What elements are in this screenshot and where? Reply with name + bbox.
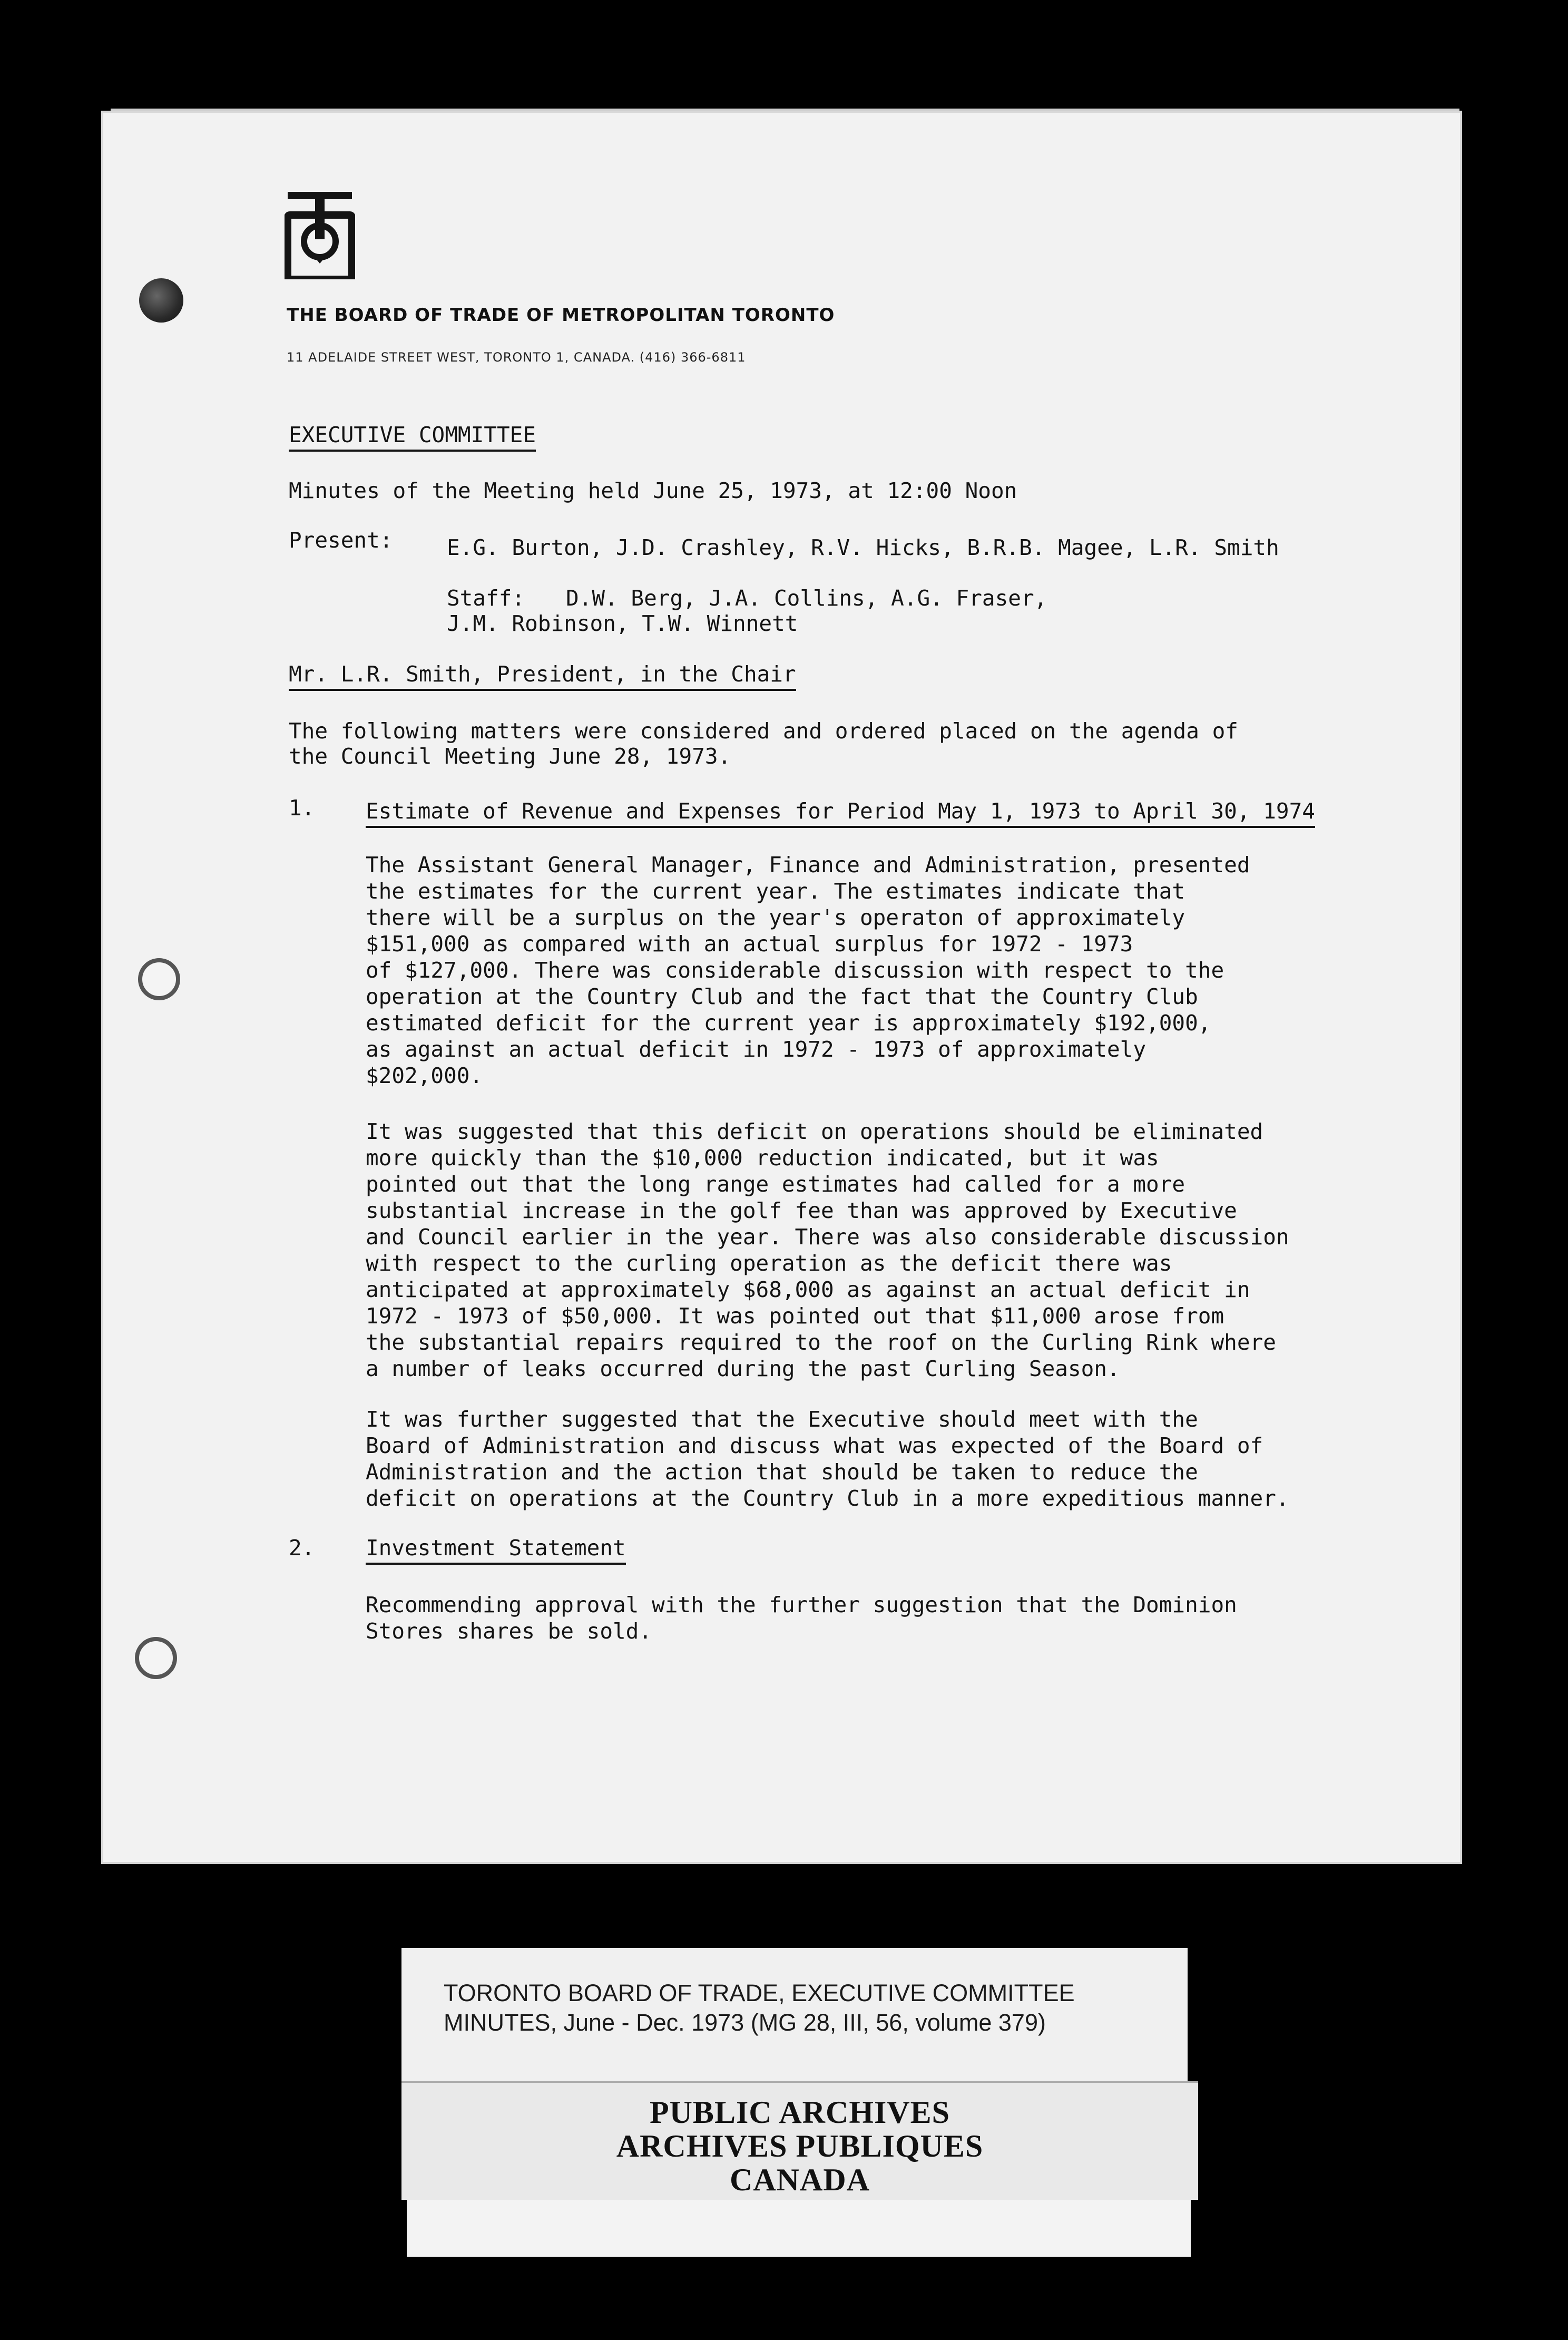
text-line: and Council earlier in the year. There was also considerable discussion xyxy=(366,1224,1289,1250)
present-label: Present: xyxy=(289,528,393,553)
text-line: a number of leaks occurred during the past Curling Season. xyxy=(366,1356,1120,1381)
text-line: It was suggested that this deficit on operations should be eliminated xyxy=(366,1119,1263,1144)
archive-label-line-1: TORONTO BOARD OF TRADE, EXECUTIVE COMMITTEE xyxy=(444,1980,1075,2006)
punch-hole xyxy=(139,278,183,323)
text-line: more quickly than the $10,000 reduction indicated, but it was xyxy=(366,1145,1159,1171)
archive-stamp-line-3: CANADA xyxy=(730,2162,870,2197)
intro-line-1: The following matters were considered and ordered placed on the agenda of xyxy=(289,718,1238,744)
item-2-paragraph-1 xyxy=(366,1592,1237,1644)
text-line: deficit on operations at the Country Club in a more expeditious manner. xyxy=(366,1486,1289,1511)
punch-hole xyxy=(135,1637,177,1679)
text-line: It was further suggested that the Executive should meet with the xyxy=(366,1407,1198,1432)
text-line: Recommending approval with the further suggestion that the Dominion xyxy=(366,1592,1237,1617)
text-line: as against an actual deficit in 1972 - 1973 of approximately xyxy=(366,1037,1146,1062)
staff-names-line-2: J.M. Robinson, T.W. Winnett xyxy=(447,611,798,636)
text-line: anticipated at approximately $68,000 as against an actual deficit in xyxy=(366,1277,1250,1302)
intro-line-2: the Council Meeting June 28, 1973. xyxy=(289,744,731,769)
text-line: there will be a surplus on the year's operaton of approximately xyxy=(366,905,1185,930)
organization-address: 11 ADELAIDE STREET WEST, TORONTO 1, CANADA. (416) 366-6811 xyxy=(287,350,746,365)
item-heading: Estimate of Revenue and Expenses for Period May 1, 1973 to April 30, 1974 xyxy=(366,798,1315,824)
archive-label-line-2: MINUTES, June - Dec. 1973 (MG 28, III, 56, volume 379) xyxy=(444,2009,1046,2036)
item-heading: Investment Statement xyxy=(366,1535,626,1561)
text-line: $202,000. xyxy=(366,1063,483,1088)
archive-stamp-line-1: PUBLIC ARCHIVES xyxy=(649,2095,950,2130)
archive-stamp-base xyxy=(407,2200,1191,2257)
staff-label: Staff: xyxy=(447,586,525,611)
text-line: substantial increase in the golf fee than was approved by Executive xyxy=(366,1198,1237,1223)
text-line: Board of Administration and discuss what was expected of the Board of xyxy=(366,1433,1263,1458)
item-1-paragraph-2 xyxy=(366,1118,1289,1382)
item-number: 1. xyxy=(289,795,315,821)
punch-hole xyxy=(138,958,180,1000)
text-line: Stores shares be sold. xyxy=(366,1618,652,1644)
text-line: estimated deficit for the current year is approximately $192,000, xyxy=(366,1010,1211,1036)
present-names: E.G. Burton, J.D. Crashley, R.V. Hicks, B.R.B. Magee, L.R. Smith xyxy=(447,535,1279,560)
text-line: pointed out that the long range estimates had called for a more xyxy=(366,1172,1185,1197)
text-line: of $127,000. There was considerable discussion with respect to the xyxy=(366,958,1224,983)
item-1-paragraph-3 xyxy=(366,1406,1289,1512)
text-line: the estimates for the current year. The estimates indicate that xyxy=(366,879,1185,904)
text-line: 1972 - 1973 of $50,000. It was pointed out that $11,000 arose from xyxy=(366,1303,1224,1329)
item-number: 2. xyxy=(289,1535,315,1561)
text-line: with respect to the curling operation as the deficit there was xyxy=(366,1251,1172,1276)
text-line: $151,000 as compared with an actual surplus for 1972 - 1973 xyxy=(366,931,1133,957)
text-line: the substantial repairs required to the roof on the Curling Rink where xyxy=(366,1330,1276,1355)
organization-name: THE BOARD OF TRADE OF METROPOLITAN TORONTO xyxy=(287,305,835,326)
text-line: The Assistant General Manager, Finance and Administration, presented xyxy=(366,852,1250,877)
chair-line: Mr. L.R. Smith, President, in the Chair xyxy=(289,661,796,687)
board-of-trade-logo-icon xyxy=(285,192,355,279)
page-edge xyxy=(111,109,1459,112)
text-line: operation at the Country Club and the fact that the Country Club xyxy=(366,984,1198,1009)
committee-heading: EXECUTIVE COMMITTEE xyxy=(289,422,536,448)
text-line: Administration and the action that should be taken to reduce the xyxy=(366,1459,1198,1485)
item-1-paragraph-1 xyxy=(366,852,1250,1089)
archive-stamp-line-2: ARCHIVES PUBLIQUES xyxy=(616,2129,984,2163)
meeting-line: Minutes of the Meeting held June 25, 1973, at 12:00 Noon xyxy=(289,478,1017,503)
staff-names-line-1: D.W. Berg, J.A. Collins, A.G. Fraser, xyxy=(566,586,1047,611)
